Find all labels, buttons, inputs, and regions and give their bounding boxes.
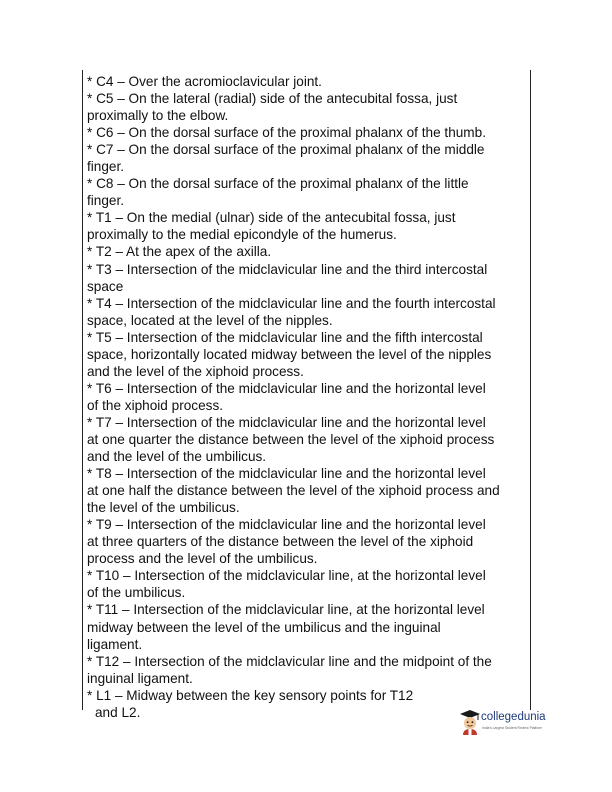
list-item: [87, 90, 527, 124]
list-item-line: * T7 – Intersection of the midclavicular line and the horizontal level: [87, 414, 486, 430]
list-item-line: and L2.: [95, 704, 141, 720]
list-item-line: * C4 – Over the acromioclavicular joint.: [87, 74, 322, 89]
list-item: [87, 141, 527, 175]
graduate-mascot-icon: [460, 709, 480, 735]
list-item-line: the level of the umbilicus.: [87, 500, 240, 516]
list-item-line: at three quarters of the distance between the level of the xiphoid: [87, 534, 474, 550]
dermatome-key-points-list: [87, 73, 527, 721]
list-item-line: * L1 – Midway between the key sensory points for T12: [87, 687, 414, 703]
list-item: [87, 653, 527, 687]
list-item-line: * T2 – At the apex of the axilla.: [87, 244, 272, 260]
list-item-line: at one half the distance between the level of the xiphoid process and: [87, 483, 500, 499]
list-item: [87, 380, 527, 414]
list-item-line: * C8 – On the dorsal surface of the proximal phalanx of the little: [87, 176, 469, 192]
list-item-line: inguinal ligament.: [87, 670, 193, 686]
list-item-line: * C7 – On the dorsal surface of the proximal phalanx of the middle: [87, 142, 485, 158]
list-item-line: * T8 – Intersection of the midclavicular line and the horizontal level: [87, 466, 486, 482]
list-item-line: space: [87, 278, 124, 294]
list-item: [87, 209, 527, 243]
list-item: [87, 175, 527, 209]
list-item-line: at one quarter the distance between the level of the xiphoid process: [87, 431, 495, 447]
list-item-line: * T10 – Intersection of the midclavicular line, at the horizontal level: [87, 568, 486, 584]
list-item-line: * T1 – On the medial (ulnar) side of the antecubital fossa, just: [87, 210, 456, 226]
list-item-line: midway between the level of the umbilicus and the inguinal: [87, 619, 441, 635]
list-item: [87, 243, 527, 260]
list-item-line: * T12 – Intersection of the midclavicular line and the midpoint of the: [87, 653, 492, 669]
list-item-line: finger.: [87, 159, 125, 175]
list-item: [87, 329, 527, 380]
logo-tagline: India's Largest Student Review Platform: [482, 726, 543, 730]
list-item-line: of the umbilicus.: [87, 585, 186, 601]
list-item-line: and the level of the umbilicus.: [87, 449, 267, 465]
list-item-line: * C5 – On the lateral (radial) side of the antecubital fossa, just: [87, 91, 458, 107]
list-item: [87, 465, 527, 516]
list-item: [87, 516, 527, 567]
list-item-line: * T5 – Intersection of the midclavicular line and the fifth intercostal: [87, 329, 483, 345]
list-item: [87, 73, 527, 90]
list-item: [87, 567, 527, 601]
list-item-line: proximally to the medial epicondyle of the humerus.: [87, 227, 397, 243]
list-item-line: finger.: [87, 193, 125, 209]
list-item: [87, 261, 527, 295]
list-item: [87, 124, 527, 141]
list-item-line: * T3 – Intersection of the midclavicular line and the third intercostal: [87, 261, 488, 277]
list-item-line: space, located at the level of the nipples.: [87, 312, 333, 328]
list-item-line: and the level of the xiphoid process.: [87, 363, 304, 379]
list-item-line: proximally to the elbow.: [87, 108, 229, 124]
list-item: [87, 295, 527, 329]
left-margin-rule: [82, 70, 83, 710]
list-item-line: * T4 – Intersection of the midclavicular line and the fourth intercostal: [87, 295, 496, 311]
list-item: [87, 601, 527, 652]
logo-wordmark: collegedunia: [481, 711, 546, 723]
list-item-line: process and the level of the umbilicus.: [87, 551, 318, 567]
list-item-line: * T11 – Intersection of the midclavicular line, at the horizontal level: [87, 602, 485, 618]
collegedunia-logo: [460, 707, 568, 739]
list-item-line: * T9 – Intersection of the midclavicular line and the horizontal level: [87, 517, 486, 533]
right-margin-rule: [530, 70, 531, 710]
list-item-line: of the xiphoid process.: [87, 397, 224, 413]
list-item: [87, 414, 527, 465]
list-item-line: ligament.: [87, 636, 143, 652]
list-item-line: * C6 – On the dorsal surface of the proximal phalanx of the thumb.: [87, 125, 486, 141]
list-item-line: * T6 – Intersection of the midclavicular line and the horizontal level: [87, 380, 486, 396]
list-item-line: space, horizontally located midway between the level of the nipples: [87, 346, 492, 362]
